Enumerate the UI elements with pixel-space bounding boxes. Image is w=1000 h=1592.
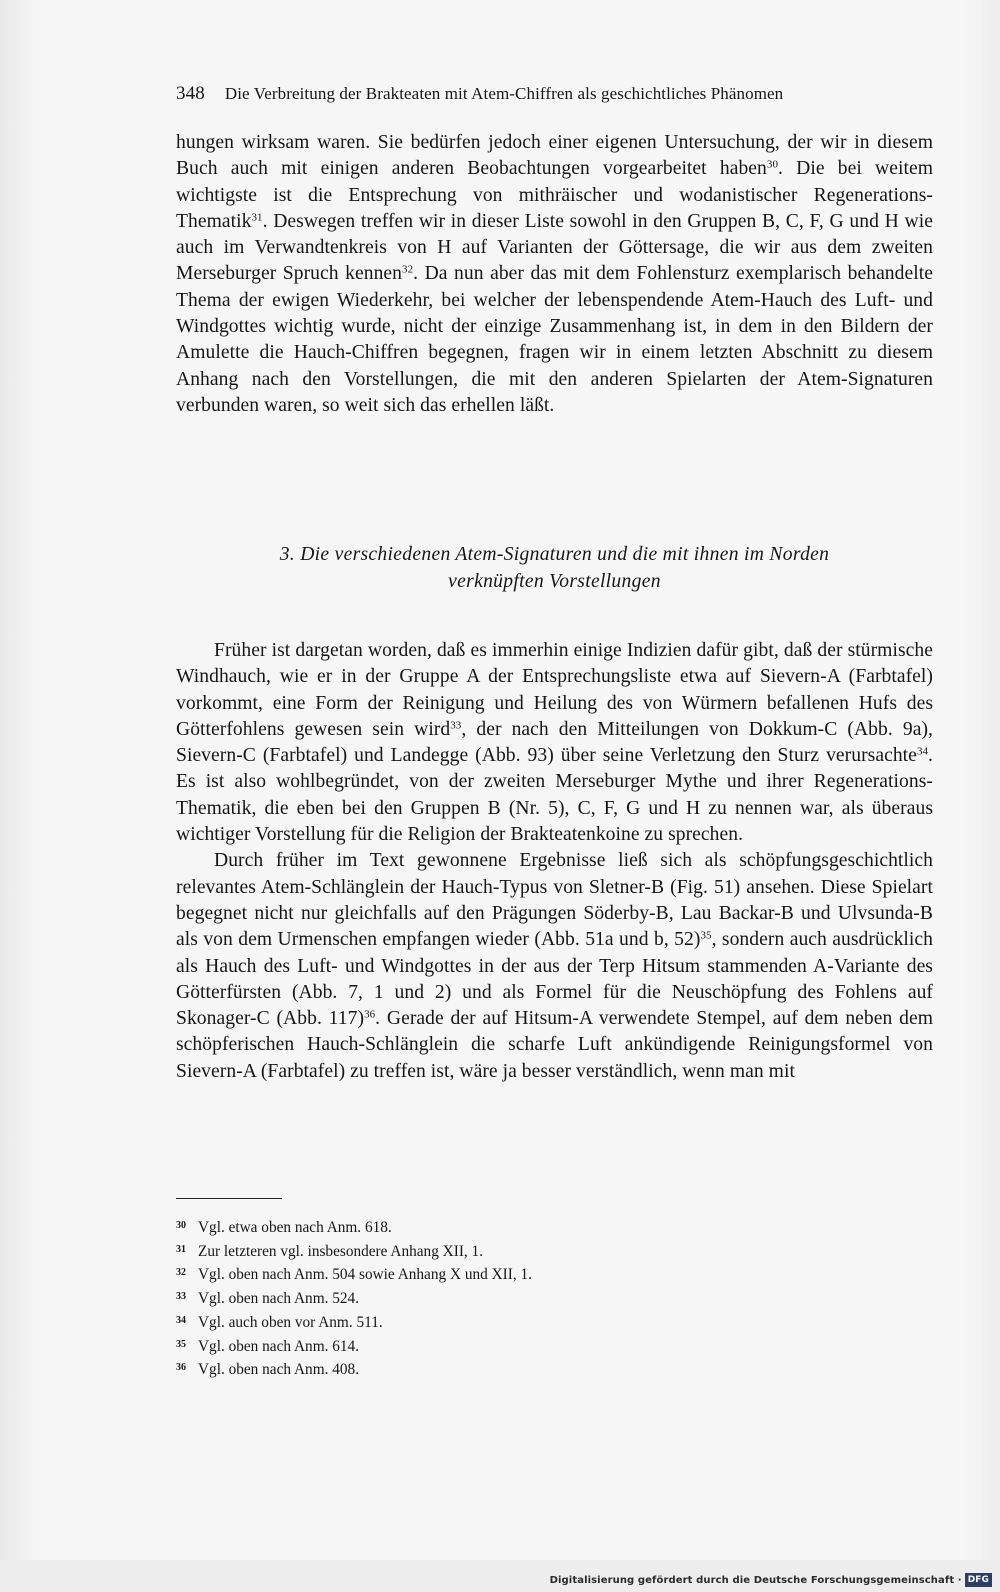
footnote-text: Vgl. oben nach Anm. 504 sowie Anhang X und XII, 1. [198,1266,532,1284]
footnote [176,1288,876,1312]
footnote [176,1312,876,1336]
footnotes [176,1217,876,1383]
text-segment: . Gerade der auf Hitsum-A verwendete Stempel, auf dem neben dem schöpferischen Hauch-Schlänglein die scharfe Luft ankündigende Reinigungsformel von Sievern-A (Farbtafel) zu treffen ist, wäre ja besser verständlich, wenn man mit [176,1008,934,1082]
text-segment: hungen wirksam waren. Sie bedürfen jedoch einer eigenen Untersuchung, der wir in diesem Buch auch mit einigen anderen Beobachtungen vorgearbeitet haben [176,132,933,180]
footnote-text: Vgl. oben nach Anm. 408. [198,1361,360,1379]
text-segment: . Die bei weitem wichtigste ist die Entsprechung von mithräischer und wodanistischer Regenerations-Thematik [176,158,933,232]
text-segment: Durch früher im Text gewonnene Ergebnisse ließ sich als schöpfungsgeschichtlich relevantes Atem-Schlänglein der Hauch-Typus von Sletner-B (Fig. 51) ansehen. Diese Spielart begegnet nicht nur gleichfalls auf den Prägungen Söderby-B, Lau Backar-B und Ulvsunda-B als von dem Urmenschen empfangen wieder (Abb. 51a und b, 52) [176,850,933,951]
footnote-divider [176,1198,282,1199]
footnote-ref[interactable]: 34 [916,745,929,758]
text-block-continuation [176,130,933,419]
footnote-ref[interactable]: 33 [450,719,462,732]
section-body [176,638,933,1085]
footnote-number: 33 [176,1291,186,1303]
text-segment: , der nach den Mitteilungen von Dokkum-C (Abb. 9a), Sievern-C (Farbtafel) und Landegge (Abb. 93) über seine Verletzung den Sturz verursachte [176,718,933,767]
running-header [176,83,866,105]
page-number: 348 [176,83,205,104]
text-segment: Früher ist dargetan worden, daß es immerhin einige Indizien dafür gibt, daß der stürmische Windhauch, wie er in der Gruppe A der Entsprechungsliste etwa auf Sievern-A (Farbtafel) vorkommt, eine Form der Reinigung und Heilung des von Würmern befallenen Hufs des Götterfohlens gewesen sein wird [176,640,933,740]
footnote-text: Zur letzteren vgl. insbesondere Anhang XII, 1. [198,1242,484,1260]
section-heading-line: verknüpften Vorstellungen [448,570,661,592]
running-title: Die Verbreitung der Brakteaten mit Atem-Chiffren als geschichtliches Phänomen [224,84,784,103]
footnote-ref[interactable]: 36 [364,1008,376,1021]
text-segment: . Da nun aber das mit dem Fohlensturz exemplarisch behandelte Thema der ewigen Wiederkehr, bei welcher der lebenspendende Atem-Hauch des Luft- und Windgottes wichtig wurde, nicht der einzige Zusammenhang ist, in dem in den Bildern der Amulette die Hauch-Chiffren begegnen, fragen wir in einem letzten Abschnitt zu diesem Anhang nach den Vorstellungen, die mit den anderen Spielarten der Atem-Signaturen verbunden waren, so weit sich das erhellen läßt. [176,263,933,416]
footnote-number: 30 [176,1220,186,1231]
paragraph [176,638,933,848]
footnote-number: 32 [176,1267,186,1279]
footnote [176,1359,876,1383]
section-heading [176,542,933,595]
footnote [176,1336,876,1360]
footnote [176,1264,876,1288]
text-segment: . Es ist also wohlbegründet, von der zweiten Merseburger Mythe und ihrer Regenerations-Thematik, die eben bei den Gruppen B (Nr. 5), C, F, G und H zu nennen war, als überaus wichtiger Vorstellung für die Religion der Brakteatenkoine zu sprechen. [176,745,933,846]
section-heading-line: 3. Die verschiedenen Atem-Signaturen und die mit ihnen im Norden [279,544,830,565]
footnote-ref[interactable]: 35 [700,929,712,942]
paragraph [176,848,933,1085]
footnote-number: 36 [176,1362,186,1374]
footnote [176,1217,876,1241]
credit-text: Digitalisierung gefördert durch die Deutsche Forschungsgemeinschaft · [549,1574,962,1586]
paragraph [176,130,933,419]
footnote-text: Vgl. oben nach Anm. 524. [198,1290,360,1308]
digitization-credit [550,1572,992,1588]
text-segment: , sondern auch ausdrücklich als Hauch des Luft- und Windgottes in der aus der Terp Hitsum stammenden A-Variante des Götterfürsten (Abb. 7, 1 und 2) und als Formel für die Neuschöpfung des Fohlens auf Skonager-C (Abb. 117) [176,929,933,1030]
text-segment: . Deswegen treffen wir in dieser Liste sowohl in den Gruppen B, C, F, G und H wie auch im Verwandtenkreis von H auf Varianten der Göttersage, die wir aus dem zweiten Merseburger Spruch kennen [176,210,933,285]
footnote-number: 35 [176,1338,186,1350]
footnote-ref[interactable]: 30 [766,158,778,171]
footnote [176,1241,876,1265]
footnote-number: 31 [176,1243,186,1255]
dfg-logo-icon[interactable]: DFG [965,1573,992,1587]
footnote-text: Vgl. etwa oben nach Anm. 618. [198,1219,392,1236]
footnote-number: 34 [176,1314,186,1326]
footnote-ref[interactable]: 32 [402,263,414,276]
footnote-text: Vgl. auch oben vor Anm. 511. [198,1313,383,1331]
footnote-text: Vgl. oben nach Anm. 614. [198,1337,360,1355]
footnote-ref[interactable]: 31 [251,211,263,224]
